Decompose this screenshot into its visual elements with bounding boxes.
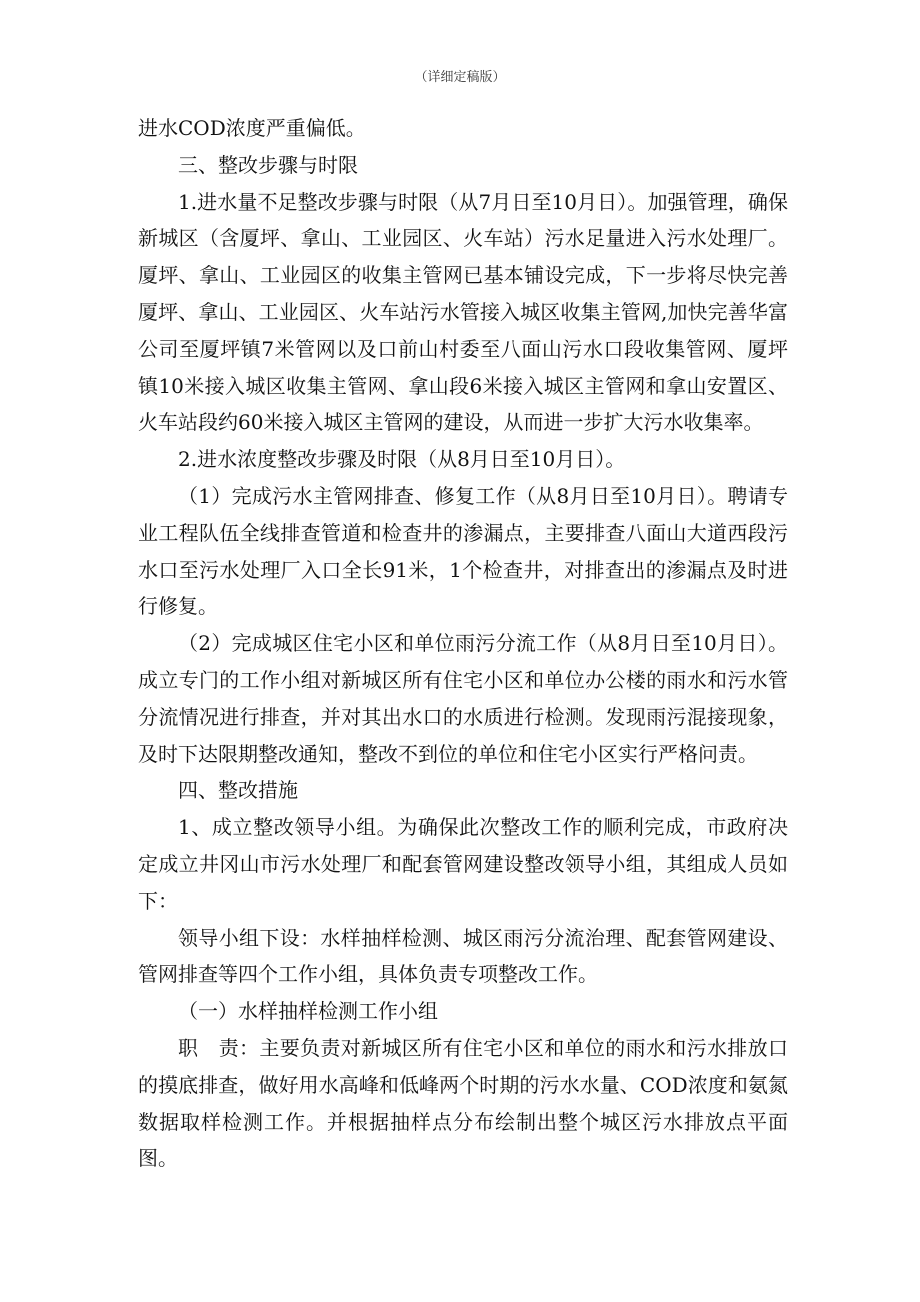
paragraph-leadership-group: 1、成立整改领导小组。为确保此次整改工作的顺利完成，市政府决定成立井冈山市污水处理厂和配套管网建设整改领导小组，其组成人员如下： [138, 815, 788, 913]
paragraph-working-groups: 领导小组下设：水样抽样检测、城区雨污分流治理、配套管网建设、管网排查等四个工作小组，具体负责专项整改工作。 [138, 925, 788, 987]
paragraph-water-volume: 1.进水量不足整改步骤与时限（从7月日至10月日）。加强管理，确保新城区（含厦坪、拿山、工业园区、火车站）污水足量进入污水处理厂。厦坪、拿山、工业园区的收集主管网已基本铺设完成，下一步将尽快完善厦坪、拿山、工业园区、火车站污水管接入城区收集主管网,加快完善华富公司至厦坪镇7米管网以及口前山村委至八面山污水口段收集管网、厦坪镇10米接入城区收集主管网、拿山段6米接入城区主管网和拿山安置区、火车站段约60米接入城区主管网的建设，从而进一步扩大污水收集率。 [138, 189, 788, 435]
section-heading-steps: 三、整改步骤与时限 [178, 152, 358, 177]
paragraph-main-network-inspection: （1）完成污水主管网排查、修复工作（从8月日至10月日）。聘请专业工程队伍全线排查管道和检查井的渗漏点，主要排查八面山大道西段污水口至污水处理厂入口全长91米，1个检查井，对排查出的渗漏点及时进行修复。 [138, 483, 788, 619]
paragraph-water-concentration: 2.进水浓度整改步骤及时限（从8月日至10月日）。 [178, 447, 626, 472]
document-body [138, 110, 788, 1177]
paragraph-continuation: 进水COD浓度严重偏低。 [138, 116, 366, 140]
subheading-sampling-group: （一）水样抽样检测工作小组 [178, 999, 438, 1024]
paragraph-rain-sewage-separation: （2）完成城区住宅小区和单位雨污分流工作（从8月日至10月日）。成立专门的工作小组对新城区所有住宅小区和单位办公楼的雨水和污水管分流情况进行排查，并对其出水口的水质进行检测。发现雨污混接现象，及时下达限期整改通知，整改不到位的单位和住宅小区实行严格问责。 [138, 631, 788, 766]
paragraph-duties: 职 责：主要负责对新城区所有住宅小区和单位的雨水和污水排放口的摸底排查，做好用水高峰和低峰两个时期的污水水量、COD浓度和氨氮数据取样检测工作。并根据抽样点分布绘制出整个城区污水排放点平面图。 [138, 1035, 788, 1171]
section-heading-measures: 四、整改措施 [178, 778, 298, 803]
page-header: （详细定稿版） [414, 70, 506, 85]
